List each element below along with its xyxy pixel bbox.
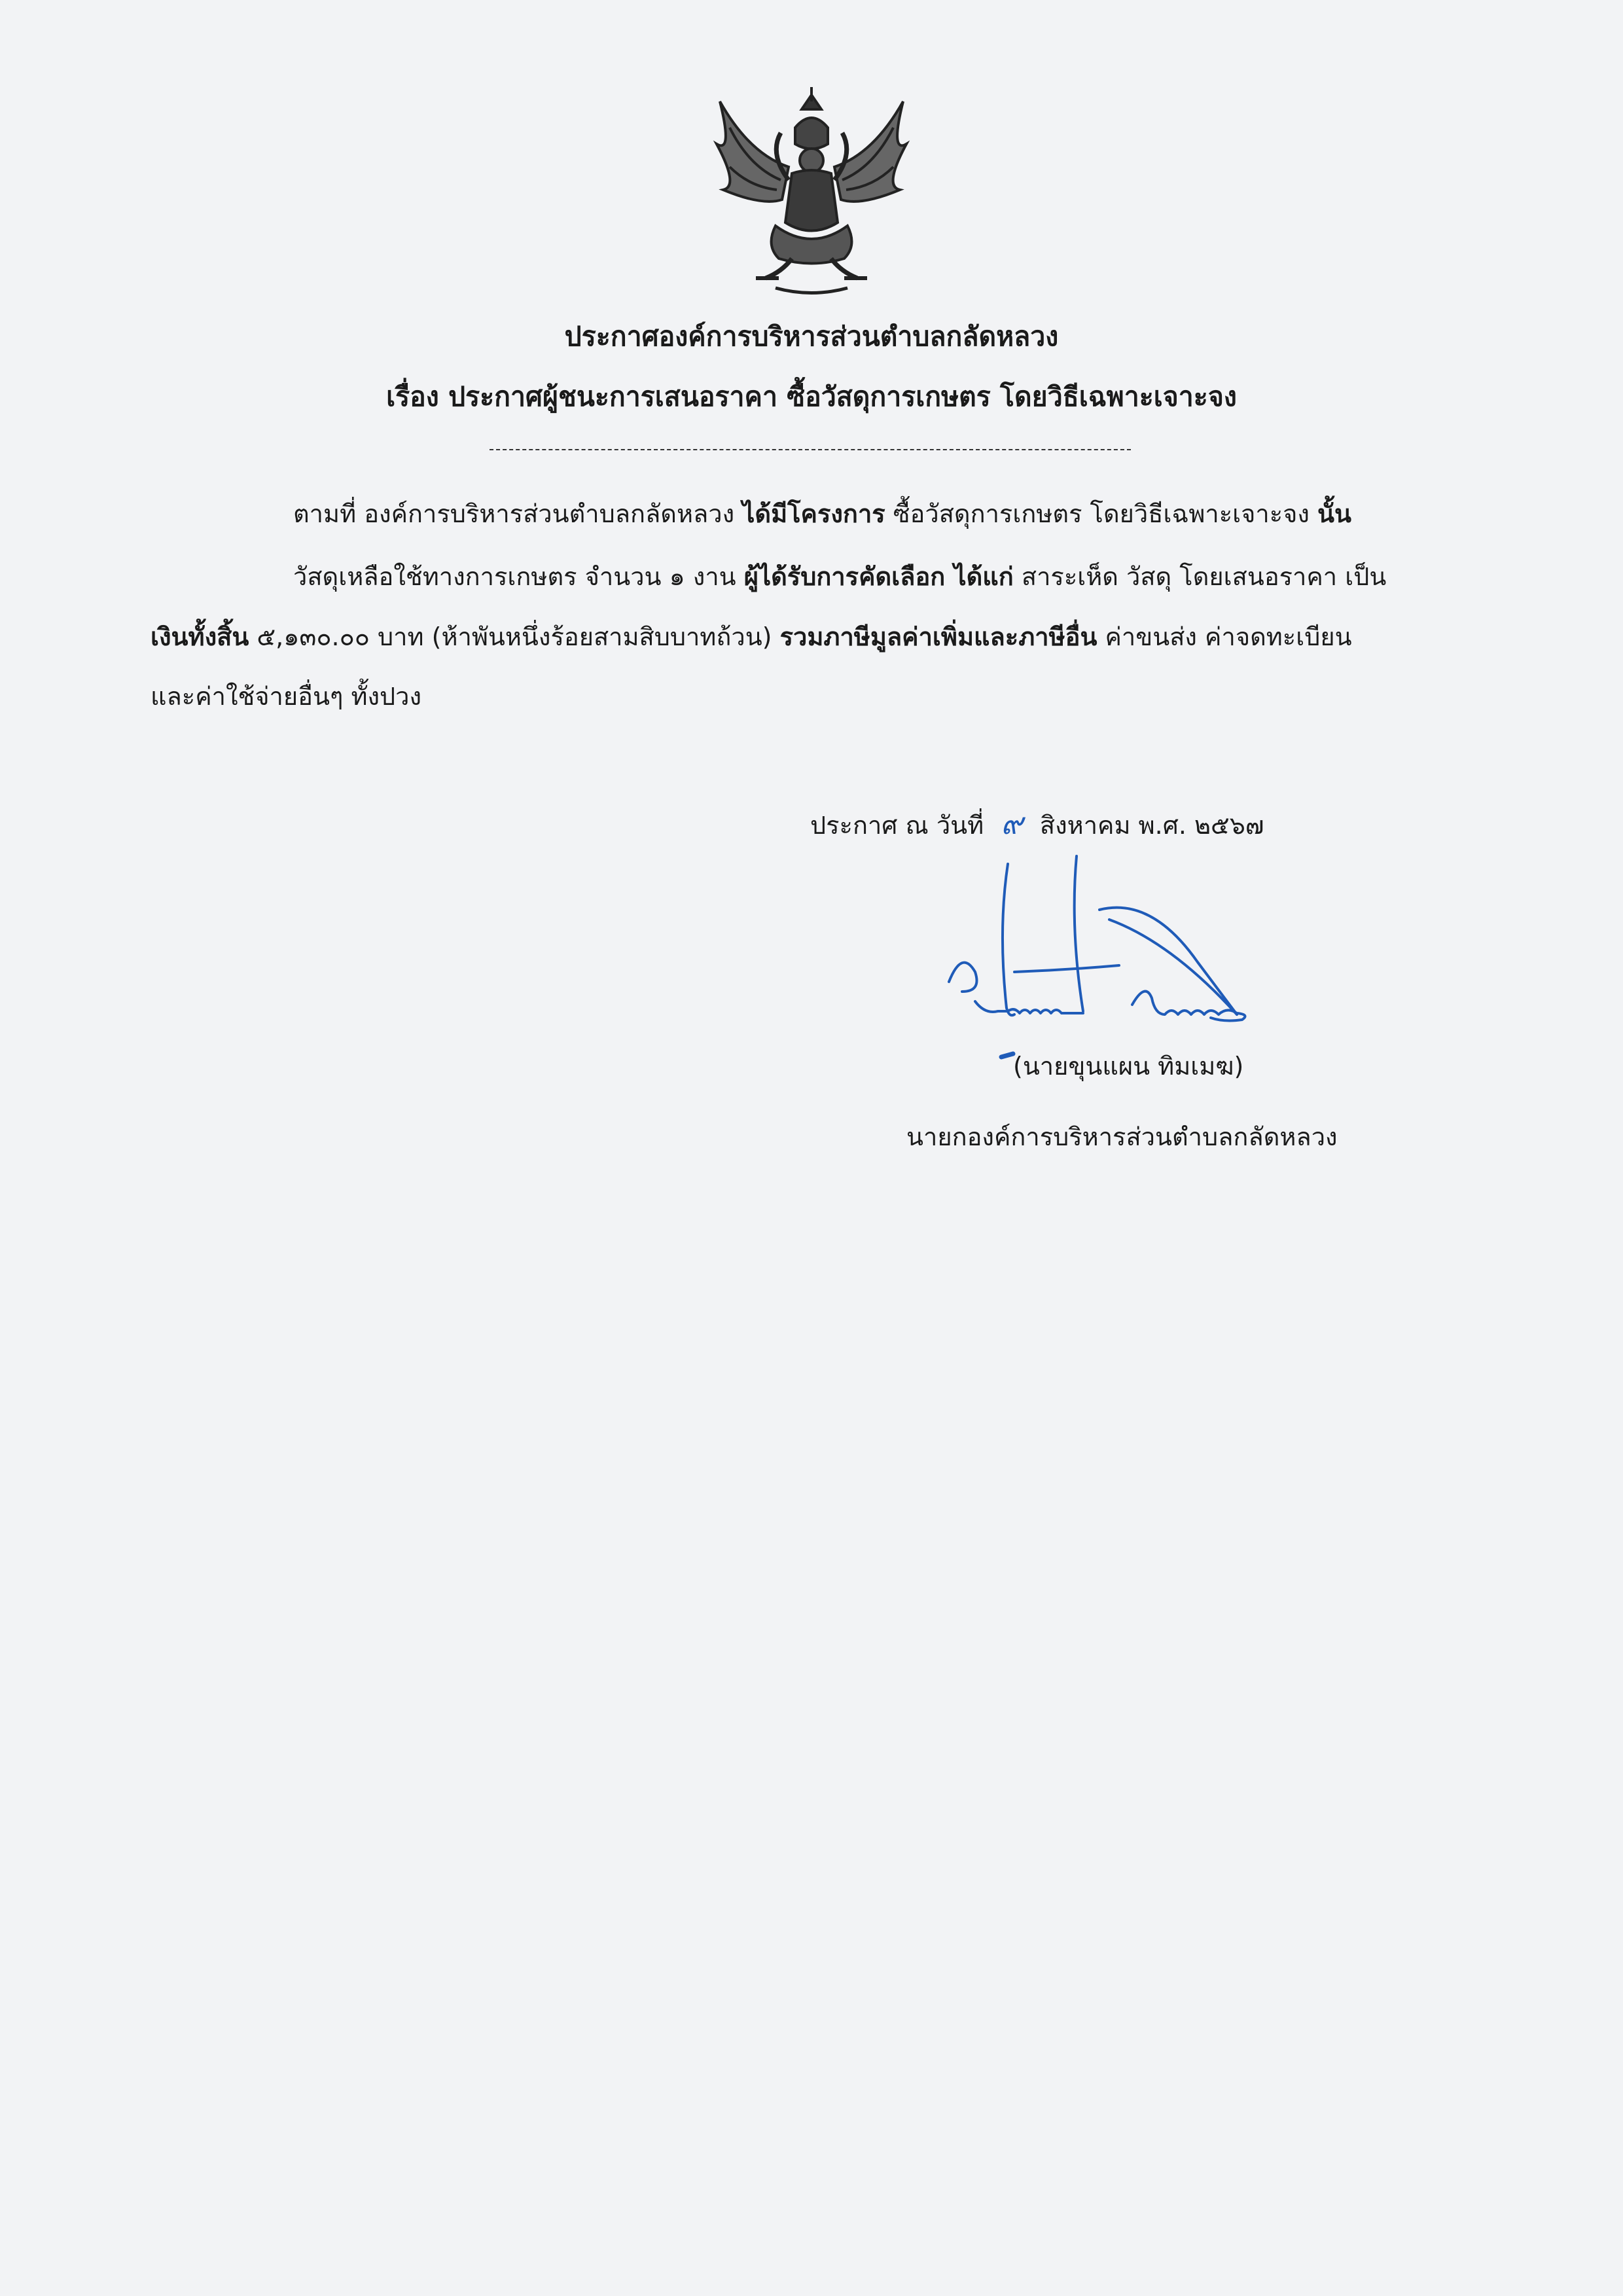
announcement-date: [810, 800, 1264, 848]
date-month-year: สิงหาคม พ.ศ. ๒๕๖๗: [1039, 811, 1264, 840]
garuda-emblem-icon: [704, 82, 919, 298]
body-line-2: [293, 564, 1386, 589]
body-text: ๕,๑๓๐.๐๐ บาท (ห้าพันหนึ่งร้อยสามสิบบาทถ้วน): [249, 622, 780, 651]
body-text-bold: นั้น: [1317, 499, 1351, 528]
header-divider: [490, 449, 1131, 450]
body-text: สาระเห็ด วัสดุ โดยเสนอราคา เป็น: [1013, 562, 1387, 591]
body-line-4: และค่าใช้จ่ายอื่นๆ ทั้งปวง: [151, 682, 422, 711]
signature-icon: [936, 851, 1315, 1067]
body-text-bold: เงินทั้งสิ้น: [151, 622, 249, 651]
signatory-position: นายกองค์การบริหารส่วนตำบลกลัดหลวง: [906, 1122, 1338, 1151]
body-text: ค่าขนส่ง ค่าจดทะเบียน: [1097, 622, 1352, 651]
document-title: ประกาศองค์การบริหารส่วนตำบลกลัดหลวง: [564, 321, 1059, 352]
signatory-name: (นายขุนแผน ทิมเมฆ): [1013, 1052, 1244, 1081]
body-line-1: [293, 501, 1351, 526]
body-text-bold: ผู้ได้รับการคัดเลือก ได้แก่: [743, 562, 1014, 591]
body-text: ตามที่ องค์การบริหารส่วนตำบลกลัดหลวง: [293, 499, 743, 528]
body-text-bold: รวมภาษีมูลค่าเพิ่มและภาษีอื่น: [779, 622, 1097, 651]
handwritten-day: ๙: [1001, 806, 1023, 841]
body-text: ซื้อวัสดุการเกษตร โดยวิธีเฉพาะเจาะจง: [885, 499, 1318, 528]
body-text-bold: ได้มีโครงการ: [742, 499, 885, 528]
body-text: วัสดุเหลือใช้ทางการเกษตร จำนวน ๑ งาน: [293, 562, 744, 591]
document-subject: เรื่อง ประกาศผู้ชนะการเสนอราคา ซื้อวัสดุการเกษตร โดยวิธีเฉพาะเจาะจง: [386, 381, 1237, 412]
date-prefix: ประกาศ ณ วันที่: [810, 811, 984, 840]
body-line-3: [151, 624, 1352, 649]
